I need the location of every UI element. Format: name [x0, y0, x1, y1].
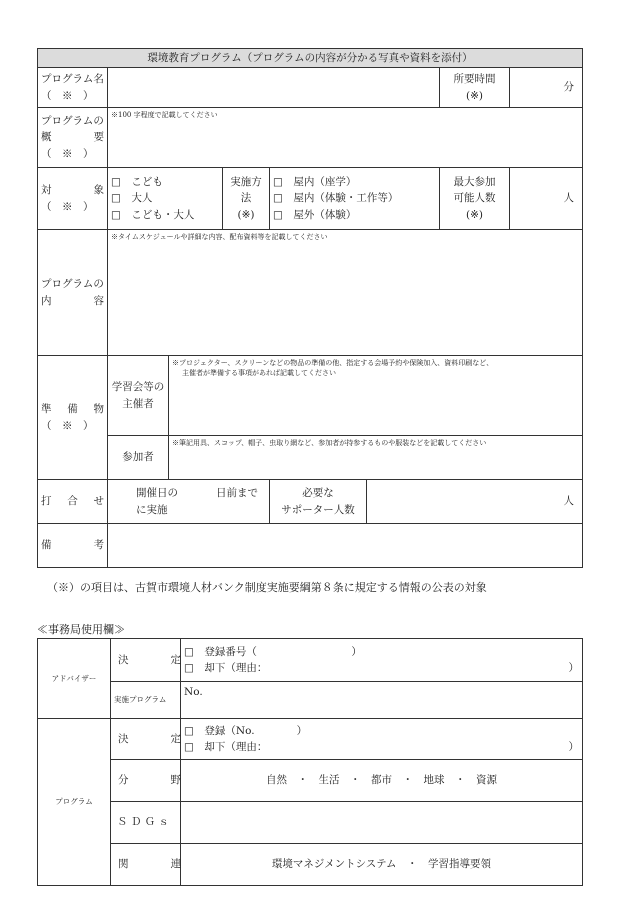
- implemented-program-label: 実施プログラム: [111, 682, 181, 719]
- content-label: プログラムの 内 容: [38, 230, 108, 356]
- max-participants-unit: 人: [563, 192, 575, 205]
- footnote: （※）の項目は、古賀市環境人材バンク制度実施要綱第８条に規定する情報の公表の対象: [47, 581, 487, 594]
- sdgs-field[interactable]: [181, 802, 583, 844]
- method-option-indoor-activity[interactable]: □ 屋内（体験・工作等）: [273, 192, 399, 205]
- target-option-both[interactable]: □ こども・大人: [111, 208, 195, 221]
- method-option-outdoor[interactable]: □ 屋外（体験）: [273, 208, 357, 221]
- supporter-unit: 人: [563, 495, 575, 508]
- implemented-program-field[interactable]: No.: [181, 682, 583, 719]
- summary-label: プログラムの 概 要 （ ※ ）: [38, 108, 108, 168]
- target-options: [108, 168, 223, 230]
- preparation-label: 準 備 物 （ ※ ）: [38, 356, 108, 480]
- advisor-option-reject[interactable]: □ 却下（理由： ）: [184, 662, 579, 674]
- office-use-title: ≪事務局使用欄≫: [37, 623, 125, 636]
- advisor-label: アドバイザー: [38, 639, 111, 719]
- supporter-field[interactable]: [367, 480, 583, 524]
- program-decision-label: 決 定: [111, 719, 181, 760]
- meeting-text-1: 開催日の: [136, 487, 178, 500]
- related-options[interactable]: 環境マネジメントシステム ・ 学習指導要領: [181, 844, 583, 886]
- field-options[interactable]: 自然 ・ 生活 ・ 都市 ・ 地球 ・ 資源: [181, 760, 583, 802]
- max-participants-field[interactable]: [510, 168, 583, 230]
- program-name-label: プログラム名 （ ※ ）: [38, 68, 108, 108]
- advisor-decision-label: 決 定: [111, 639, 181, 682]
- advisor-option-register[interactable]: □ 登録番号（ ）: [184, 645, 362, 658]
- method-option-indoor-lecture[interactable]: □ 屋内（座学）: [273, 176, 357, 189]
- supporter-label: 必要な サポーター人数: [270, 480, 367, 524]
- participant-note: ※筆記用具、スコップ、帽子、虫取り網など、参加者が持参するものや服装などを記載してください: [172, 439, 487, 447]
- content-note: ※タイムスケジュールや詳細な内容、配布資料等を記載してください: [111, 233, 328, 241]
- content-field[interactable]: [108, 230, 583, 356]
- method-options: [270, 168, 440, 230]
- target-option-child[interactable]: □ こども: [111, 176, 163, 189]
- meeting-label: 打 合 せ: [38, 480, 108, 524]
- target-label: 対 象 （ ※ ）: [38, 168, 108, 230]
- office-use-table: [37, 638, 583, 886]
- participant-label: 参加者: [108, 436, 169, 480]
- program-label: プログラム: [38, 719, 111, 886]
- remarks-label: 備 考: [38, 524, 108, 568]
- summary-field[interactable]: [108, 108, 583, 168]
- duration-unit: 分: [563, 81, 575, 94]
- organizer-label: 学習会等の 主催者: [108, 356, 169, 436]
- form-title: 環境教育プログラム（プログラムの内容が分かる写真や資料を添付）: [38, 49, 583, 68]
- program-name-field[interactable]: [108, 68, 440, 108]
- organizer-note-2: 主催者が準備する事項があれば記載してください: [182, 369, 336, 378]
- method-label: 実施方法 (※): [223, 168, 270, 230]
- meeting-text-2: 日前までに実施: [136, 487, 258, 516]
- advisor-decision-field: [181, 639, 583, 682]
- sdgs-label: Ｓ Ｄ Ｇ ｓ: [111, 802, 181, 844]
- duration-label: 所要時間 (※): [440, 68, 510, 108]
- field-label: 分 野: [111, 760, 181, 802]
- max-participants-label: 最大参加 可能人数 (※): [440, 168, 510, 230]
- duration-field[interactable]: [510, 68, 583, 108]
- participant-field[interactable]: [169, 436, 583, 480]
- summary-note: ※100 字程度で記載してください: [111, 111, 218, 119]
- related-label: 関 連: [111, 844, 181, 886]
- program-form-table: [37, 48, 583, 568]
- program-option-reject[interactable]: □ 却下（理由： ）: [184, 741, 579, 753]
- program-option-register[interactable]: □ 登録（No. ）: [184, 724, 308, 737]
- organizer-note-1: ※プロジェクター、スクリーンなどの物品の準備の他、指定する会場予約や保険加入、資料印刷など、: [172, 359, 494, 367]
- program-decision-field: [181, 719, 583, 760]
- remarks-field[interactable]: [108, 524, 583, 568]
- target-option-adult[interactable]: □ 大人: [111, 192, 153, 205]
- organizer-field[interactable]: [169, 356, 583, 436]
- meeting-field[interactable]: [108, 480, 270, 524]
